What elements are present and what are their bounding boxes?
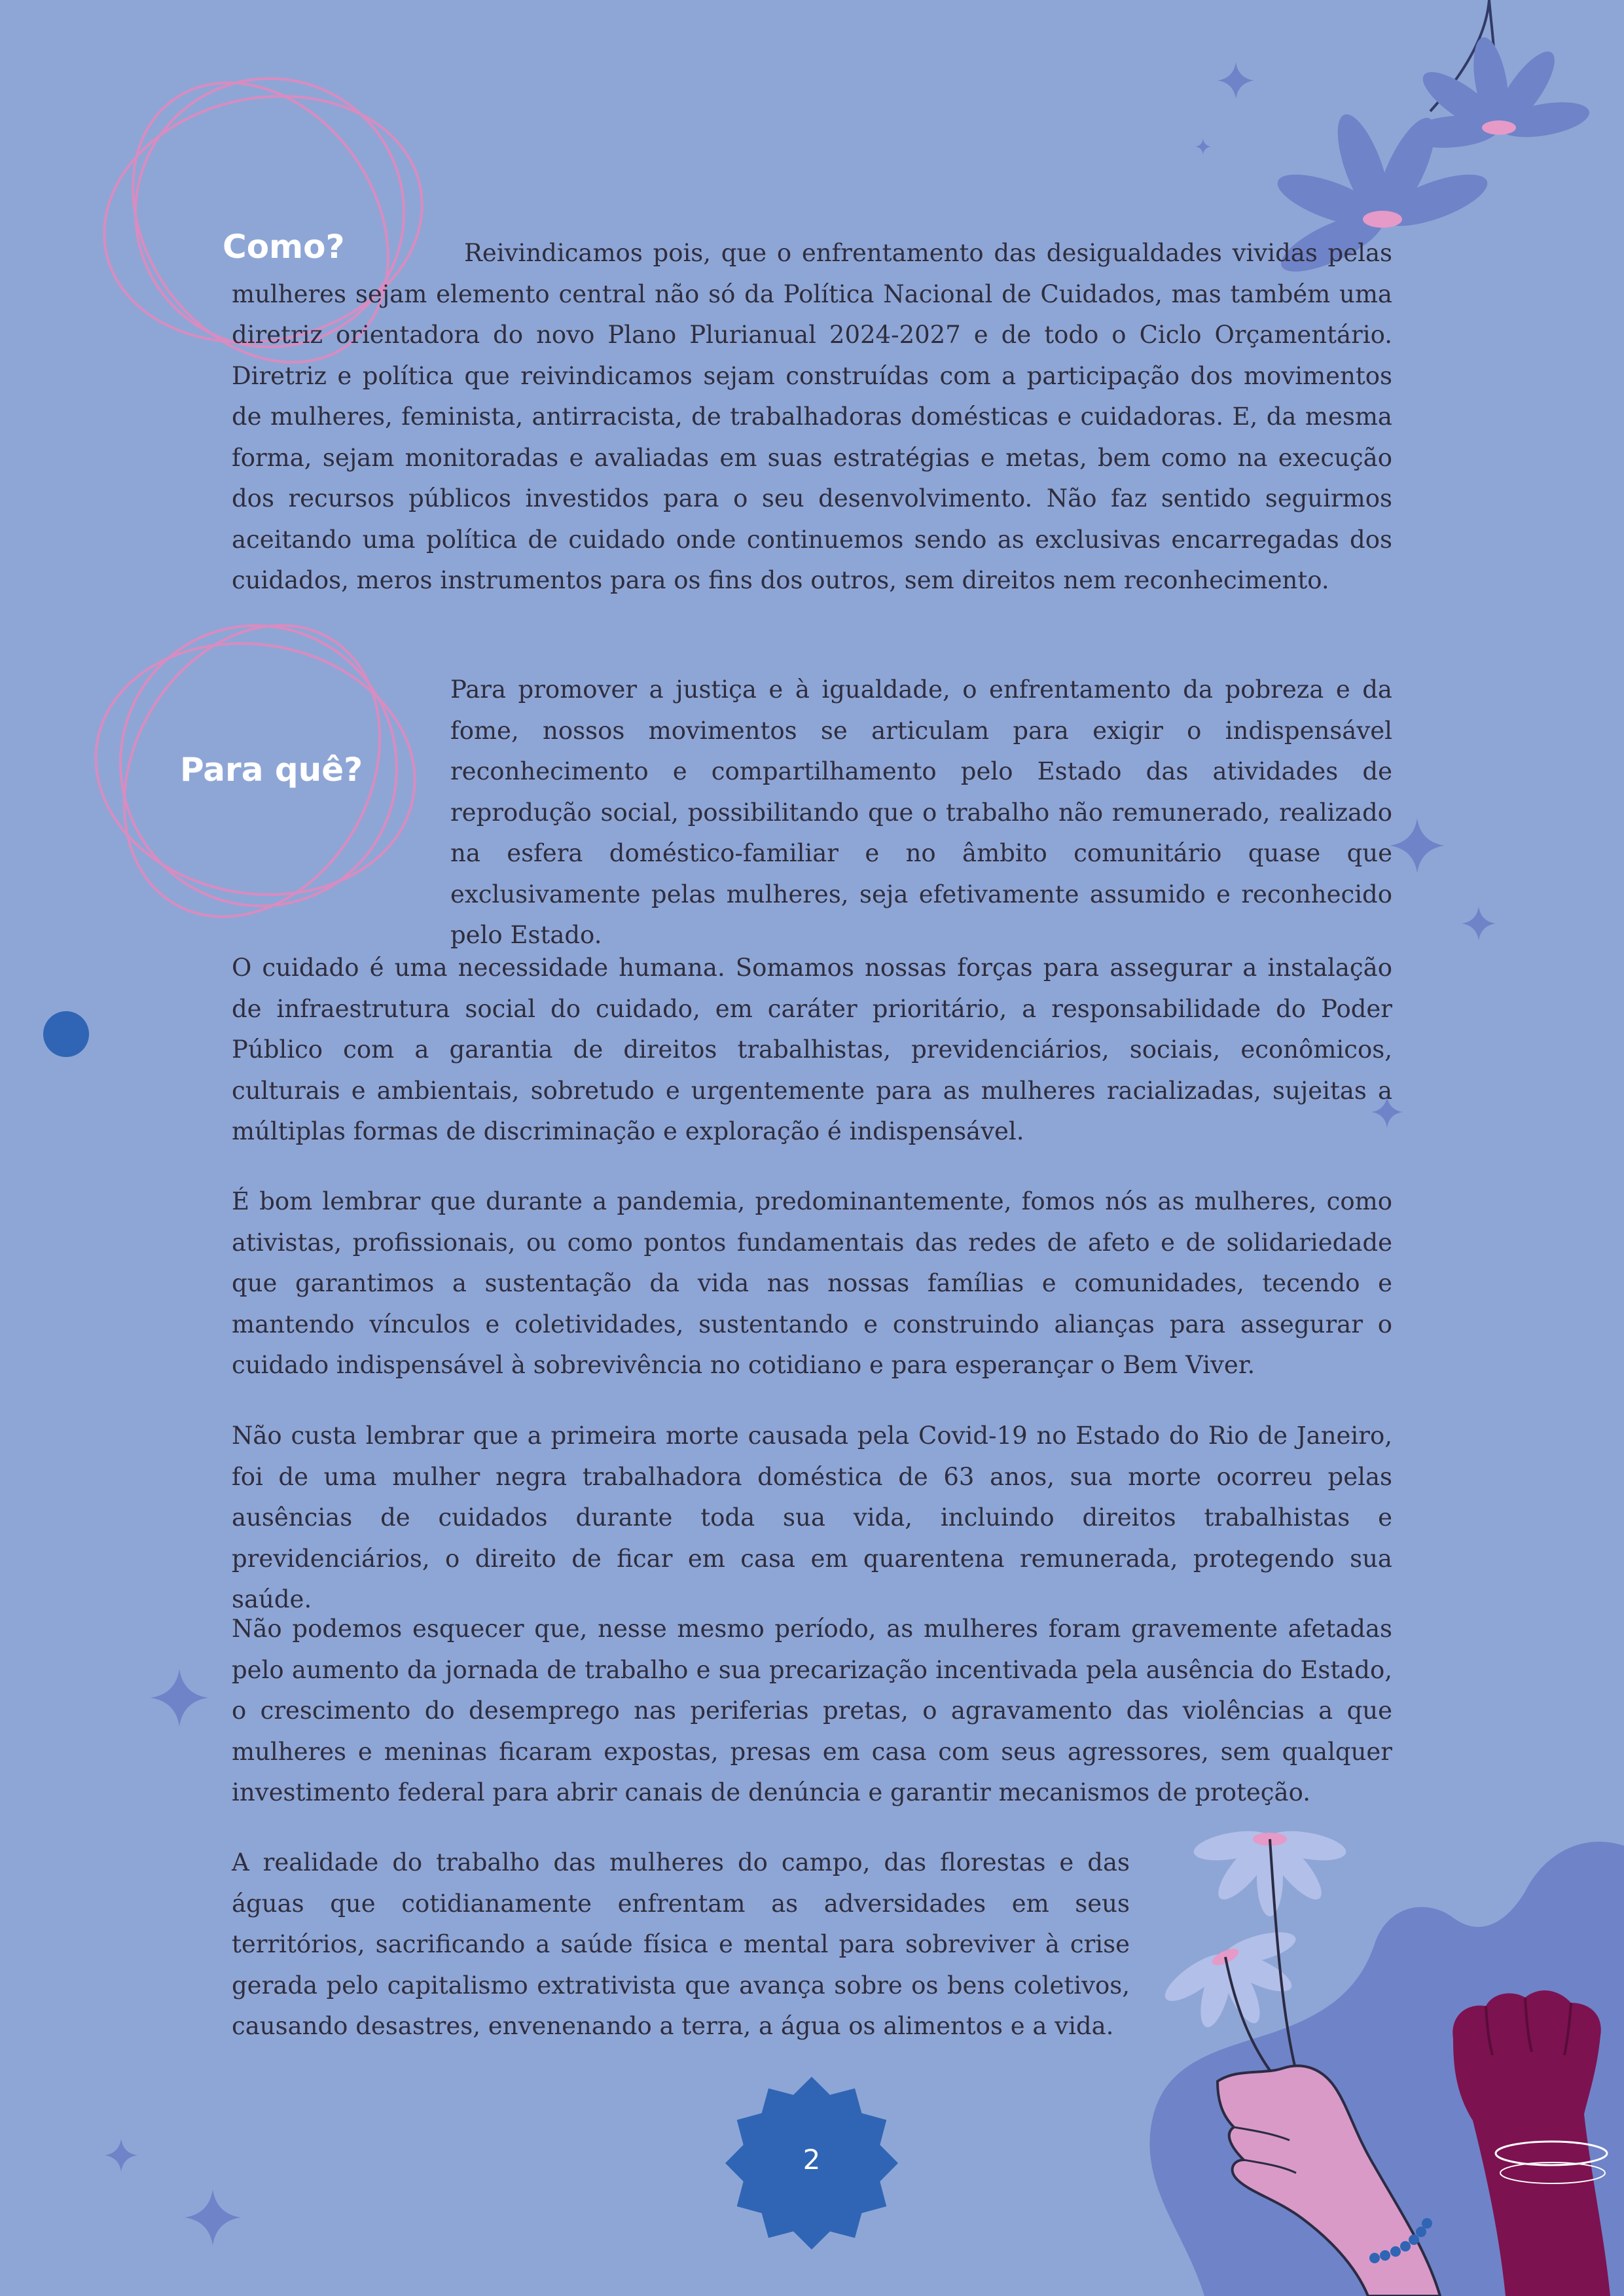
sparkle-icon bbox=[1218, 62, 1254, 99]
sparkle-icon bbox=[1195, 139, 1211, 154]
page-number: 2 bbox=[803, 2144, 821, 2176]
sparkle-icon bbox=[1390, 818, 1445, 873]
sparkle-icon bbox=[1462, 906, 1496, 941]
paragraph-7: A realidade do trabalho das mulheres do campo, das florestas e das águas que cotidianamente enfrentam as adversidades em seus territórios, sacrificando a saúde física e mental para sobreviver à crise gerada pelo capitalismo extrativista que avança sobre os bens coletivos, causando desastres, envenenando a terra, a água os alimentos e a vida. bbox=[232, 1848, 1130, 2040]
paragraph-6: Não podemos esquecer que, nesse mesmo período, as mulheres foram gravemente afetadas pelo aumento da jornada de trabalho e sua precarização incentivada pela ausência do Estado, o crescimento do desemprego nas periferias pretas, o agravamento das violências a que mulheres e meninas ficaram expostas, presas em casa com seus agressores, sem qualquer investimento federal para abrir canais de denúncia e garantir mecanismos de proteção. bbox=[232, 1615, 1392, 1806]
dot-icon bbox=[43, 1011, 89, 1057]
paragraph-2: Para promover a justiça e à igualdade, o enfrentamento da pobreza e da fome, nossos movimentos se articulam para exigir o indispensável reconhecimento e compartilhamento pelo Estado das atividades de reprodução social, possibilitando que o trabalho não remunerado, realizado na esfera doméstico-familiar e no âmbito comunitário quase que exclusivamente pelas mulheres, seja efetivamente assumido e reconhecido pelo Estado. bbox=[450, 675, 1392, 949]
section-heading-como: Como? bbox=[223, 228, 345, 266]
paragraph-4: É bom lembrar que durante a pandemia, predominantemente, fomos nós as mulheres, como ativistas, profissionais, ou como pontos fundamentais das redes de afeto e de solidariedade que garantimos a sustentação da vida nas nossas famílias e comunidades, tecendo e mantendo vínculos e coletividades, sustentando e construindo alianças para assegurar o cuidado indispensável à sobrevivência no cotidiano e para esperançar o Bem Viver. bbox=[232, 1187, 1392, 1379]
sparkle-icon bbox=[185, 2189, 241, 2246]
paragraph-1: Reivindicamos pois, que o enfrentamento das desigualdades vividas pelas mulheres sejam elemento central não só da Política Nacional de Cuidados, mas também uma diretriz orientadora do novo Plano Plurianual 2024-2027 e de todo o Ciclo Orçamentário. Diretriz e política que reivindicamos sejam construídas com a participação dos movimentos de mulheres, feminista, antirracista, de trabalhadoras domésticas e cuidadoras. E, da mesma forma, sejam monitoradas e avaliadas em suas estratégias e metas, bem como na execução dos recursos públicos investidos para o seu desenvolvimento. Não faz sentido seguirmos aceitando uma política de cuidado onde continuemos sendo as exclusivas encarregadas dos cuidados, meros instrumentos para os fins dos outros, sem direitos nem reconhecimento. bbox=[232, 239, 1392, 594]
paragraph-3: O cuidado é uma necessidade humana. Somamos nossas forças para assegurar a instalação de infraestrutura social do cuidado, em caráter prioritário, a responsabilidade do Poder Público com a garantia de direitos trabalhistas, previdenciários, sociais, econômicos, culturais e ambientais, sobretudo e urgentemente para as mulheres racializadas, sujeitas a múltiplas formas de discriminação e exploração é indispensável. bbox=[232, 954, 1392, 1145]
sparkle-icon bbox=[151, 1669, 208, 1727]
hand-fist-illustration bbox=[1087, 1806, 1624, 2296]
paragraph-5: Não custa lembrar que a primeira morte causada pela Covid-19 no Estado do Rio de Janeiro, foi de uma mulher negra trabalhadora doméstica de 63 anos, sua morte ocorreu pelas ausências de cuidados durante toda sua vida, incluindo direitos trabalhistas e previdenciários, o direito de ficar em casa em quarentena remunerada, protegendo sua saúde. bbox=[232, 1422, 1392, 1613]
sparkle-icon bbox=[105, 2139, 137, 2172]
section-heading-para-que: Para quê? bbox=[180, 751, 363, 789]
